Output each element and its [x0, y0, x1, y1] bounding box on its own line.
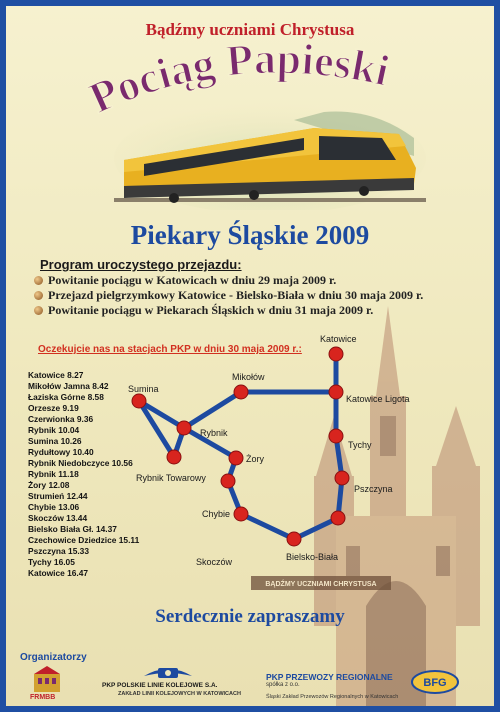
list-item: Rybnik 11.18 [28, 469, 79, 479]
plk-subtitle: ZAKŁAD LINII KOLEJOWYCH W KATOWICACH [118, 691, 241, 697]
pr-unit: Śląski Zakład Przewozów Regionalnych w Katowicach [266, 694, 399, 700]
frmbb-name: FRMBB [30, 694, 56, 701]
list-item: Orzesze 9.19 [28, 403, 79, 413]
route-map [6, 6, 494, 706]
station-label-rybnik-towarowy: Rybnik Towarowy [136, 473, 206, 483]
timetable [28, 370, 139, 579]
station-dot-mikolow [234, 385, 248, 399]
station-dot-skoczow [234, 507, 248, 521]
list-item: Powitanie pociągu w Piekarach Śląskich w dniu 31 maja 2009 r. [34, 303, 423, 318]
top-line: Bądźmy uczniami Chrystusa [145, 20, 355, 39]
station-dot-czechowice [331, 511, 345, 525]
list-item: Czechowice Dziedzice 15.11 [28, 535, 140, 545]
list-item: Żory 12.08 [28, 480, 70, 490]
waiting-heading: Oczekujcie nas na stacjach PKP w dniu 30 maja 2009 r.: [38, 344, 302, 355]
list-item: Rybnik 10.04 [28, 425, 80, 435]
list-item: Czerwionka 9.36 [28, 414, 94, 424]
organizers-label: Organizatorzy [20, 652, 87, 663]
list-item: Mikołów Jamna 8.42 [28, 381, 109, 391]
plk-name: PKP POLSKIE LINIE KOLEJOWE S.A. [102, 682, 218, 689]
frmbb-logo-icon [32, 666, 62, 694]
station-dot-chybie [221, 474, 235, 488]
station-dot-rybnik [177, 421, 191, 435]
station-label-tychy: Tychy [348, 440, 372, 450]
station-label-skoczow: Skoczów [196, 557, 233, 567]
list-item: Pszczyna 15.33 [28, 546, 89, 556]
list-item: Skoczów 13.44 [28, 513, 88, 523]
closing-text: Serdecznie zapraszamy [155, 606, 345, 627]
station-dot-pszczyna [335, 471, 349, 485]
pr-name: PKP PRZEWOZY REGIONALNE [266, 672, 393, 682]
list-item: Katowice 8.27 [28, 370, 84, 380]
list-item: Tychy 16.05 [28, 557, 75, 567]
main-title-text: Pociąg Papieski [81, 44, 394, 123]
list-item: Sumina 10.26 [28, 436, 82, 446]
station-label-sumina: Sumina [128, 384, 159, 394]
station-dot-zory [229, 451, 243, 465]
bfg-logo [410, 670, 460, 694]
list-item: Katowice 16.47 [28, 568, 89, 578]
station-dot-katowice [329, 347, 343, 361]
pr-company-type: spółka z o.o. [266, 682, 300, 688]
station-dot-katowice-ligota [329, 385, 343, 399]
plk-logo-icon [142, 662, 194, 684]
station-label-katowice: Katowice [320, 334, 357, 344]
station-label-bielsko-biala: Bielsko-Biała [286, 552, 339, 562]
subtitle: Piekary Śląskie 2009 [130, 220, 370, 250]
poster-body [6, 6, 494, 706]
bfg-logo-text: BFG [423, 677, 447, 689]
list-item: Powitanie pociągu w Katowicach w dniu 29 maja 2009 r. [34, 273, 423, 288]
list-item: Strumień 12.44 [28, 491, 88, 501]
church-banner-text: BĄDŹMY UCZNIAMI CHRYSTUSA [265, 581, 377, 588]
list-item: Rybnik Niedobczyce 10.56 [28, 458, 133, 468]
list-item: Chybie 13.06 [28, 502, 80, 512]
station-label-katowice-ligota: Katowice Ligota [346, 394, 410, 404]
list-item: Rydułtowy 10.40 [28, 447, 94, 457]
list-item: Bielsko Biała Gł. 14.37 [28, 524, 117, 534]
program-heading: Program uroczystego przejazdu: [40, 257, 242, 272]
list-item: Łaziska Górne 8.58 [28, 392, 104, 402]
station-dot-bielsko-biala [287, 532, 301, 546]
station-dot-rybnik-towarowy [167, 450, 181, 464]
station-label-pszczyna: Pszczyna [354, 484, 393, 494]
station-label-rybnik: Rybnik [200, 428, 228, 438]
station-label-zory: Żory [246, 454, 264, 464]
station-dot-tychy [329, 429, 343, 443]
list-item: Przejazd pielgrzymkowy Katowice - Bielsko-Biała w dniu 30 maja 2009 r. [34, 288, 423, 303]
station-label-mikolow: Mikołów [232, 372, 265, 382]
station-label-chybie: Chybie [202, 509, 231, 519]
